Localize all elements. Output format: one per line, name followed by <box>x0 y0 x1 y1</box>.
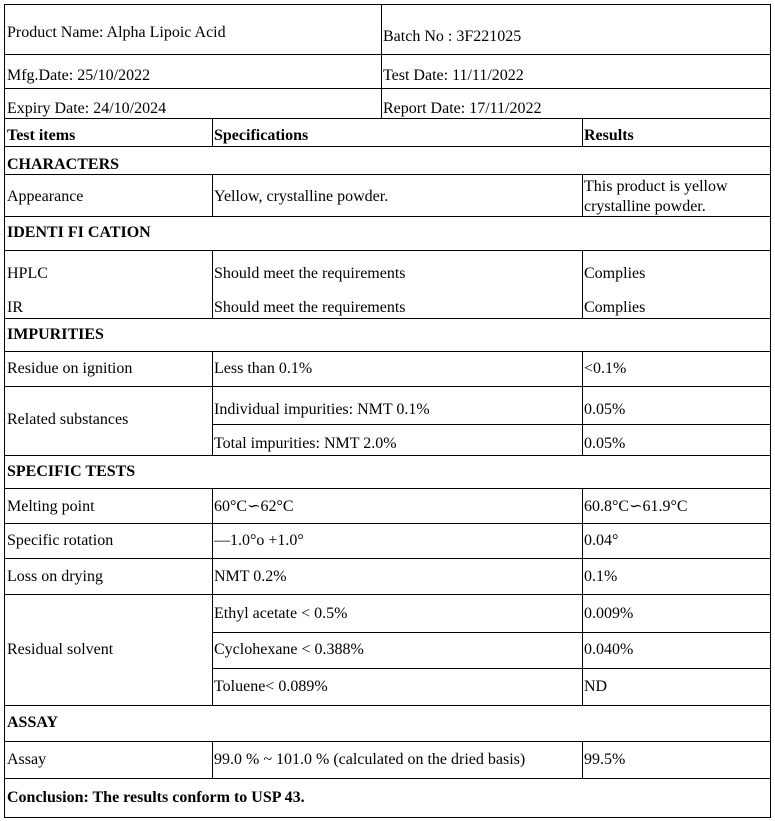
rule <box>4 386 771 387</box>
result-assay: 99.5% <box>584 751 626 768</box>
spec-specific-rotation: —1.0°o +1.0° <box>214 532 304 549</box>
test-date: Test Date: 11/11/2022 <box>383 67 524 84</box>
col-divider-1 <box>212 488 213 705</box>
spec-appearance: Yellow, crystalline powder. <box>214 188 389 205</box>
batch-no: Batch No : 3F221025 <box>383 28 522 45</box>
rule <box>4 455 771 456</box>
item-hplc: HPLC <box>7 265 48 282</box>
result-individual-impurities: 0.05% <box>584 401 626 418</box>
rule <box>4 318 771 319</box>
rule <box>4 741 771 742</box>
expiry-date: Expiry Date: 24/10/2024 <box>7 100 167 117</box>
result-cyclohexane: 0.040% <box>584 641 634 658</box>
spec-loss-on-drying: NMT 0.2% <box>214 568 287 585</box>
result-loss-on-drying: 0.1% <box>584 568 618 585</box>
result-ethyl-acetate: 0.009% <box>584 605 634 622</box>
column-header-results: Results <box>584 127 634 144</box>
rule <box>4 705 771 706</box>
result-melting-point: 60.8°C∽61.9°C <box>584 498 688 515</box>
spec-residue-on-ignition: Less than 0.1% <box>214 360 313 377</box>
rule <box>4 174 771 175</box>
rule <box>212 632 771 633</box>
spec-total-impurities: Total impurities: NMT 2.0% <box>214 435 397 452</box>
section-specific-tests: SPECIFIC TESTS <box>7 463 136 480</box>
col-divider-2 <box>582 351 583 455</box>
section-identification: IDENTI FI CATION <box>7 224 151 241</box>
item-related-substances: Related substances <box>7 411 129 428</box>
rule <box>4 146 771 147</box>
spec-ethyl-acetate: Ethyl acetate < 0.5% <box>214 605 348 622</box>
section-assay: ASSAY <box>7 714 58 731</box>
spec-ir: Should meet the requirements <box>214 299 406 316</box>
rule <box>4 594 771 595</box>
result-toluene: ND <box>584 678 608 695</box>
spec-individual-impurities: Individual impurities: NMT 0.1% <box>214 401 430 418</box>
rule <box>4 817 771 818</box>
item-residual-solvent: Residual solvent <box>7 641 114 658</box>
rule <box>4 778 771 779</box>
spec-cyclohexane: Cyclohexane < 0.388% <box>214 641 364 658</box>
col-divider-2 <box>582 488 583 705</box>
section-impurities: IMPURITIES <box>7 326 104 343</box>
item-specific-rotation: Specific rotation <box>7 532 114 549</box>
conclusion: Conclusion: The results conform to USP 43. <box>7 789 305 806</box>
col-divider-2 <box>582 741 583 778</box>
spec-assay: 99.0 % ~ 101.0 % (calculated on the dried basis) <box>214 751 526 768</box>
rule <box>4 4 771 5</box>
col-divider-2 <box>582 250 583 318</box>
rule <box>212 424 771 425</box>
rule <box>212 668 771 669</box>
result-specific-rotation: 0.04° <box>584 532 619 549</box>
result-ir: Complies <box>584 299 646 316</box>
item-loss-on-drying: Loss on drying <box>7 568 103 585</box>
result-appearance-line1: This product is yellow <box>584 178 728 195</box>
col-divider-1 <box>212 250 213 318</box>
column-header-specifications: Specifications <box>214 127 309 144</box>
rule <box>4 351 771 352</box>
spec-hplc: Should meet the requirements <box>214 265 406 282</box>
item-melting-point: Melting point <box>7 498 95 515</box>
result-total-impurities: 0.05% <box>584 435 626 452</box>
border-left <box>4 4 5 818</box>
col-divider-1 <box>212 351 213 455</box>
result-residue-on-ignition: <0.1% <box>584 360 627 377</box>
item-residue-on-ignition: Residue on ignition <box>7 360 133 377</box>
col-divider-1 <box>212 118 213 146</box>
column-header-test-items: Test items <box>7 127 76 144</box>
rule <box>4 558 771 559</box>
header-divider <box>381 4 382 118</box>
report-date: Report Date: 17/11/2022 <box>383 100 542 117</box>
spec-toluene: Toluene< 0.089% <box>214 678 328 695</box>
rule <box>4 216 771 217</box>
rule <box>4 54 771 55</box>
col-divider-2 <box>582 118 583 146</box>
item-ir: IR <box>7 299 23 316</box>
rule <box>4 250 771 251</box>
rule <box>4 118 771 119</box>
result-appearance-line2: crystalline powder. <box>584 198 706 215</box>
mfg-date: Mfg.Date: 25/10/2022 <box>7 67 151 84</box>
item-assay: Assay <box>7 751 47 768</box>
product-name: Product Name: Alpha Lipoic Acid <box>7 24 226 41</box>
border-right <box>770 4 771 818</box>
col-divider-1 <box>212 174 213 216</box>
col-divider-1 <box>212 741 213 778</box>
rule <box>4 523 771 524</box>
col-divider-2 <box>582 174 583 216</box>
item-appearance: Appearance <box>7 188 84 205</box>
spec-melting-point: 60°C∽62°C <box>214 498 294 515</box>
rule <box>4 488 771 489</box>
section-characters: CHARACTERS <box>7 156 120 173</box>
result-hplc: Complies <box>584 265 646 282</box>
rule <box>4 88 771 89</box>
